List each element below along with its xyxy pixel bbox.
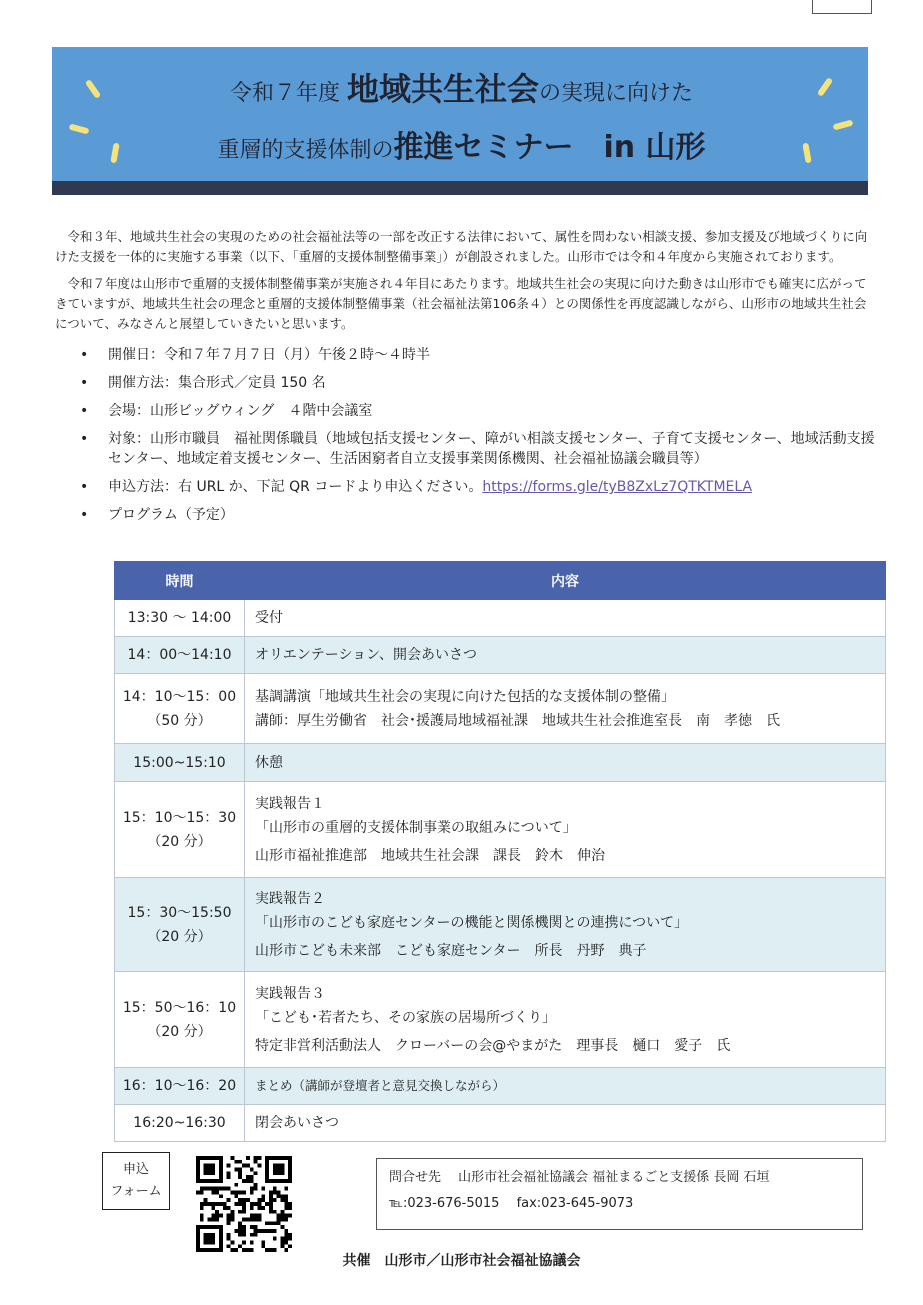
row-time: 15：50～16：10 （20 分） <box>115 972 245 1068</box>
title-emphasis-2: 推進セミナー <box>393 130 574 165</box>
title-prefix: 令和７年度 <box>229 81 340 106</box>
row-time: 15:00~15:10 <box>115 744 245 782</box>
row-time: 14：10～15：00 （50 分） <box>115 674 245 744</box>
intro-paragraph-2: 令和７年度は山形市で重層的支援体制整備事業が実施され４年目にあたります。地域共生社会の実現に向けた動きは山形市でも確実に広がってきていますが、地域共生社会の理念と重層的支援体制整備事業（社会福祉法第106条４）との関係性を再度認識しながら、山形市の地域共生社会について、みなさんと展望していきたいと思います。 <box>55 276 867 331</box>
row-time: 13:30 ～ 14:00 <box>115 600 245 637</box>
detail-venue: • 会場：山形ビッグウィング ４階中会議室 <box>80 401 880 421</box>
co-host: 共催 山形市／山形市社会福祉協議会 <box>342 1253 581 1269</box>
corner-box <box>812 0 872 14</box>
title-location: in 山形 <box>603 130 706 165</box>
row-time: 15：10～15：30 （20 分） <box>115 782 245 878</box>
row-content: オリエンテーション、開会あいさつ <box>245 637 886 674</box>
row-time: 14：00～14:10 <box>115 637 245 674</box>
row-time: 16：10～16：20 <box>115 1068 245 1105</box>
row-content: 実践報告３ 「こども･若者たち、その家族の居場所づくり」 特定非営利活動法人 クローバーの会@やまがた 理事長 樋口 愛子 氏 <box>245 972 886 1068</box>
row-time: 16:20~16:30 <box>115 1105 245 1142</box>
column-header-content: 内容 <box>245 562 886 600</box>
table-row <box>115 637 886 674</box>
table-row <box>115 782 886 878</box>
apply-url-link[interactable]: https://forms.gle/tyB8ZxLz7QTKTMELA <box>482 479 753 495</box>
row-content: 受付 <box>245 600 886 637</box>
detail-target: • 対象：山形市職員 福祉関係職員（地域包括支援センター、障がい相談支援センター、子育て支援センター、地域活動支援センター、地域定着支援センター、生活困窮者自立支援事業関係機関、社会福祉協議会職員等） <box>80 429 880 469</box>
row-content: 閉会あいさつ <box>245 1105 886 1142</box>
table-row <box>115 972 886 1068</box>
qr-code-icon[interactable] <box>196 1156 292 1252</box>
title-suffix: の実現に向けた <box>539 81 694 106</box>
row-content: まとめ（講師が登壇者と意見交換しながら） <box>245 1068 886 1105</box>
table-row <box>115 1068 886 1105</box>
title-line-2 <box>0 122 923 166</box>
detail-date: • 開催日：令和７年７月７日（月）午後２時～４時半 <box>80 345 880 365</box>
row-time: 15：30～15:50 （20 分） <box>115 878 245 972</box>
title-line2-prefix: 重層的支援体制の <box>217 138 394 163</box>
table-row <box>115 744 886 782</box>
detail-method: • 開催方法：集合形式／定員 150 名 <box>80 373 880 393</box>
row-content: 実践報告１ 「山形市の重層的支援体制事業の取組みについて」 山形市福祉推進部 地域共生社会課 課長 鈴木 伸治 <box>245 782 886 878</box>
row-content: 基調講演「地域共生社会の実現に向けた包括的な支援体制の整備」 講師：厚生労働省 社会･援護局地域福祉課 地域共生社会推進室長 南 孝徳 氏 <box>245 674 886 744</box>
title-banner-bottom <box>52 181 868 195</box>
contact-line-2: ℡:023-676-5015 fax:023-645-9073 <box>389 1196 634 1211</box>
detail-apply-text: 申込方法：右 URL か、下記 QR コードより申込ください。 <box>108 479 483 495</box>
title-line-1 <box>0 64 923 110</box>
column-header-time: 時間 <box>115 562 245 600</box>
contact-line-1: 問合せ先 山形市社会福祉協議会 福祉まるごと支援係 長岡 石垣 <box>389 1170 770 1185</box>
table-row <box>115 1105 886 1142</box>
table-row <box>115 878 886 972</box>
table-row <box>115 600 886 637</box>
contact-box <box>376 1158 863 1230</box>
title-emphasis-1: 地域共生社会 <box>346 70 539 108</box>
detail-apply <box>80 477 880 497</box>
table-row <box>115 674 886 744</box>
event-details-list <box>80 345 880 533</box>
intro-paragraph-1: 令和３年、地域共生社会の実現のための社会福祉法等の一部を改正する法律において、属性を問わない相談支援、参加支援及び地域づくりに向けた支援を一体的に実施する事業（以下、「重層的支援体制整備事業」）が創設されました。山形市では令和４年度から実施されております。 <box>55 229 868 264</box>
detail-program-label: • プログラム（予定） <box>80 505 880 525</box>
row-content: 休憩 <box>245 744 886 782</box>
apply-form-label: 申込 フォーム <box>102 1152 170 1210</box>
program-table <box>114 561 886 1142</box>
row-content: 実践報告２ 「山形市のこども家庭センターの機能と関係機関との連携について」 山形市こども未来部 こども家庭センター 所長 丹野 典子 <box>245 878 886 972</box>
